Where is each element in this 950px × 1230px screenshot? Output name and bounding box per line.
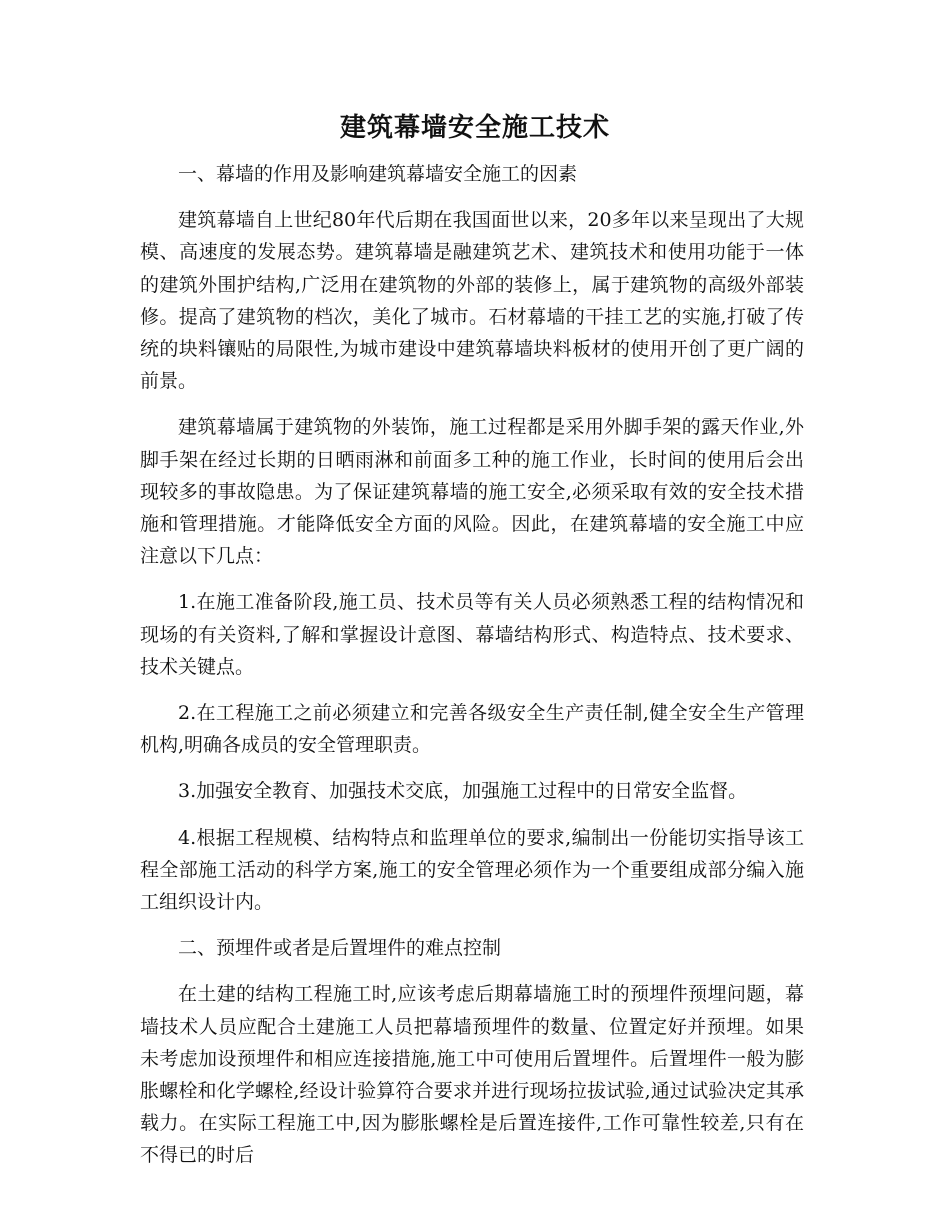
document-body — [140, 158, 804, 1186]
document-title: 建筑幕墙安全施工技术 — [339, 113, 610, 143]
paragraph: 建筑幕墙属于建筑物的外装饰，施工过程都是采用外脚手架的露天作业,外脚手架在经过长期的日晒雨淋和前面多工种的施工作业，长时间的使用后会出现较多的事故隐患。为了保证建筑幕墙的施工安全,必须采取有效的安全技术措施和管理措施。才能降低安全方面的风险。因此，在建筑幕墙的安全施工中应注意以下几点： — [140, 416, 804, 568]
section-heading-2: 二、预埋件或者是后置埋件的难点控制 — [178, 937, 502, 960]
list-item: 4.根据工程规模、结构特点和监理单位的要求,编制出一份能切实指导该工程全部施工活动的科学方案,施工的安全管理必须作为一个重要组成部分编入施工组织设计内。 — [140, 826, 804, 914]
paragraph: 在土建的结构工程施工时,应该考虑后期幕墙施工时的预埋件预埋问题，幕墙技术人员应配合土建施工人员把幕墙预埋件的数量、位置定好并预埋。如果未考虑加设预埋件和相应连接措施,施工中可使用后置埋件。后置埋件一般为膨胀螺栓和化学螺栓,经设计验算符合要求并进行现场拉拔试验,通过试验决定其承载力。在实际工程施工中,因为膨胀螺栓是后置连接件,工作可靠性较差,只有在不得已的时后 — [140, 983, 804, 1167]
paragraph: 建筑幕墙自上世纪80年代后期在我国面世以来，20多年以来呈现出了大规模、高速度的发展态势。建筑幕墙是融建筑艺术、建筑技术和使用功能于一体的建筑外围护结构,广泛用在建筑物的外部的装修上，属于建筑物的高级外部装修。提高了建筑物的档次，美化了城市。石材幕墙的干挂工艺的实施,打破了传统的块料镶贴的局限性,为城市建设中建筑幕墙块料板材的使用开创了更广阔的前景。 — [140, 209, 804, 393]
section-heading-1: 一、幕墙的作用及影响建筑幕墙安全施工的因素 — [178, 163, 578, 185]
list-item: 1.在施工准备阶段,施工员、技术员等有关人员必须熟悉工程的结构情况和现场的有关资料,了解和掌握设计意图、幕墙结构形式、构造特点、技术要求、技术关键点。 — [140, 591, 804, 678]
list-item: 2.在工程施工之前必须建立和完善各级安全生产责任制,健全安全生产管理机构,明确各成员的安全管理职责。 — [140, 702, 804, 757]
list-item: 3.加强安全教育、加强技术交底，加强施工过程中的日常安全监督。 — [178, 780, 748, 803]
